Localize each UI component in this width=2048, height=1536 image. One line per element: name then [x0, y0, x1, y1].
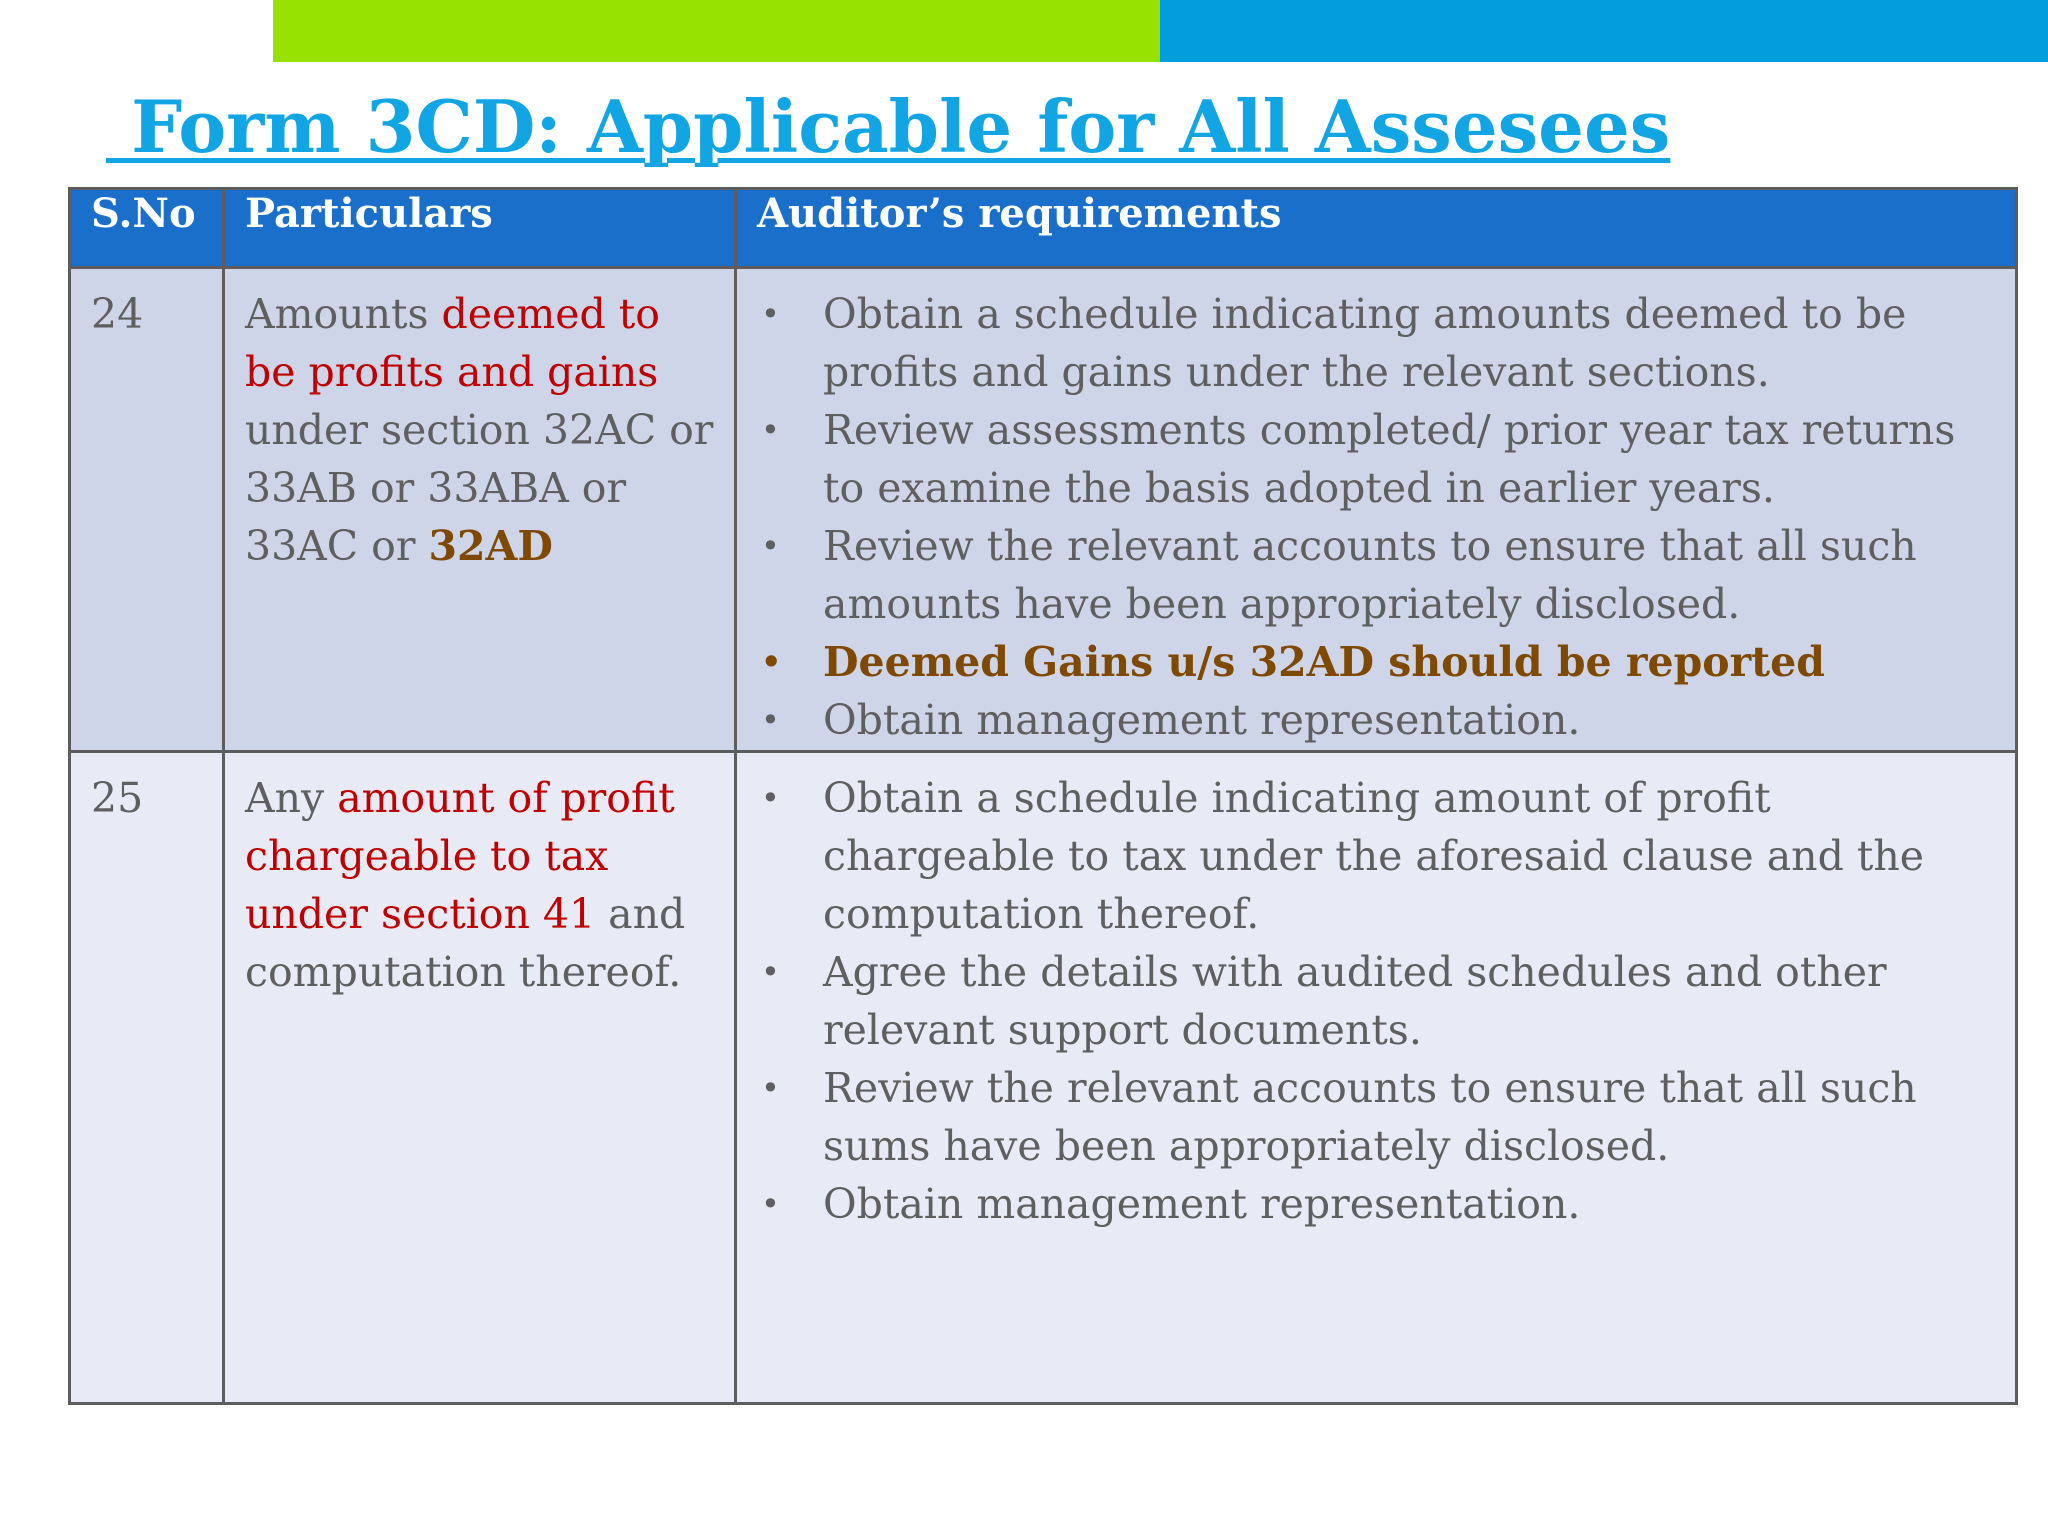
bullet-icon: •: [761, 1185, 780, 1223]
list-item: [757, 285, 1995, 401]
row-24-particulars-sections: under section 32AC or 33AB or 33ABA or 33AC or: [245, 406, 714, 570]
bullet-icon: •: [761, 295, 780, 333]
top-bar-green: [273, 0, 1160, 62]
row-25-particulars-highlight: amount of profit chargeable to tax under section 41: [245, 774, 675, 938]
list-item: [757, 401, 1995, 517]
requirement-text: Obtain a schedule indicating amount of profit chargeable to tax under the aforesaid clause and the computation thereof.: [823, 774, 1924, 938]
bullet-icon: •: [761, 527, 780, 565]
list-item: [757, 691, 1995, 749]
requirement-text: Agree the details with audited schedules and other relevant support documents.: [823, 948, 1887, 1054]
row-25-sno: 25: [70, 752, 224, 1404]
slide-title: Form 3CD: Applicable for All Assesees: [106, 84, 1671, 169]
bullet-icon: •: [761, 779, 780, 817]
bullet-icon: •: [761, 411, 780, 449]
top-bar-blue: [1160, 0, 2048, 62]
header-particulars: Particulars: [224, 189, 736, 268]
bullet-icon: •: [761, 953, 780, 991]
table-row-24: [70, 268, 2017, 752]
row-25-particulars-tail: and computation thereof.: [245, 890, 686, 996]
requirement-text: Review the relevant accounts to ensure that all such amounts have been appropriately disclosed.: [823, 522, 1917, 628]
header-sno: S.No: [70, 189, 224, 268]
requirement-text: Review the relevant accounts to ensure that all such sums have been appropriately disclosed.: [823, 1064, 1917, 1170]
row-24-particulars-32ad: 32AD: [428, 522, 553, 570]
bullet-icon: •: [761, 701, 780, 739]
table-row-25: [70, 752, 2017, 1404]
requirement-text: Obtain management representation.: [823, 696, 1581, 744]
table-header-row: [70, 189, 2017, 268]
bullet-icon: •: [761, 643, 782, 681]
row-24-particulars-highlight: deemed to be profits and gains: [245, 290, 660, 396]
row-25-particulars: [224, 752, 736, 1404]
row-24-requirements: [736, 268, 2017, 752]
requirement-text: Deemed Gains u/s 32AD should be reported: [823, 638, 1825, 686]
requirements-table: [68, 187, 2018, 1405]
row-24-particulars-text: Amounts: [245, 290, 442, 338]
list-item: [757, 769, 1995, 943]
requirement-text: Obtain management representation.: [823, 1180, 1581, 1228]
list-item: [757, 1059, 1995, 1175]
list-item-highlighted: [757, 633, 1995, 691]
requirement-text: Review assessments completed/ prior year tax returns to examine the basis adopted in earlier years.: [823, 406, 1956, 512]
row-24-particulars: [224, 268, 736, 752]
list-item: [757, 943, 1995, 1059]
header-auditor-requirements: Auditor’s requirements: [736, 189, 2017, 268]
requirement-text: Obtain a schedule indicating amounts deemed to be profits and gains under the relevant sections.: [823, 290, 1907, 396]
row-25-requirements: [736, 752, 2017, 1404]
row-25-particulars-text: Any: [245, 774, 338, 822]
bullet-icon: •: [761, 1069, 780, 1107]
list-item: [757, 517, 1995, 633]
list-item: [757, 1175, 1995, 1233]
row-24-sno: 24: [70, 268, 224, 752]
